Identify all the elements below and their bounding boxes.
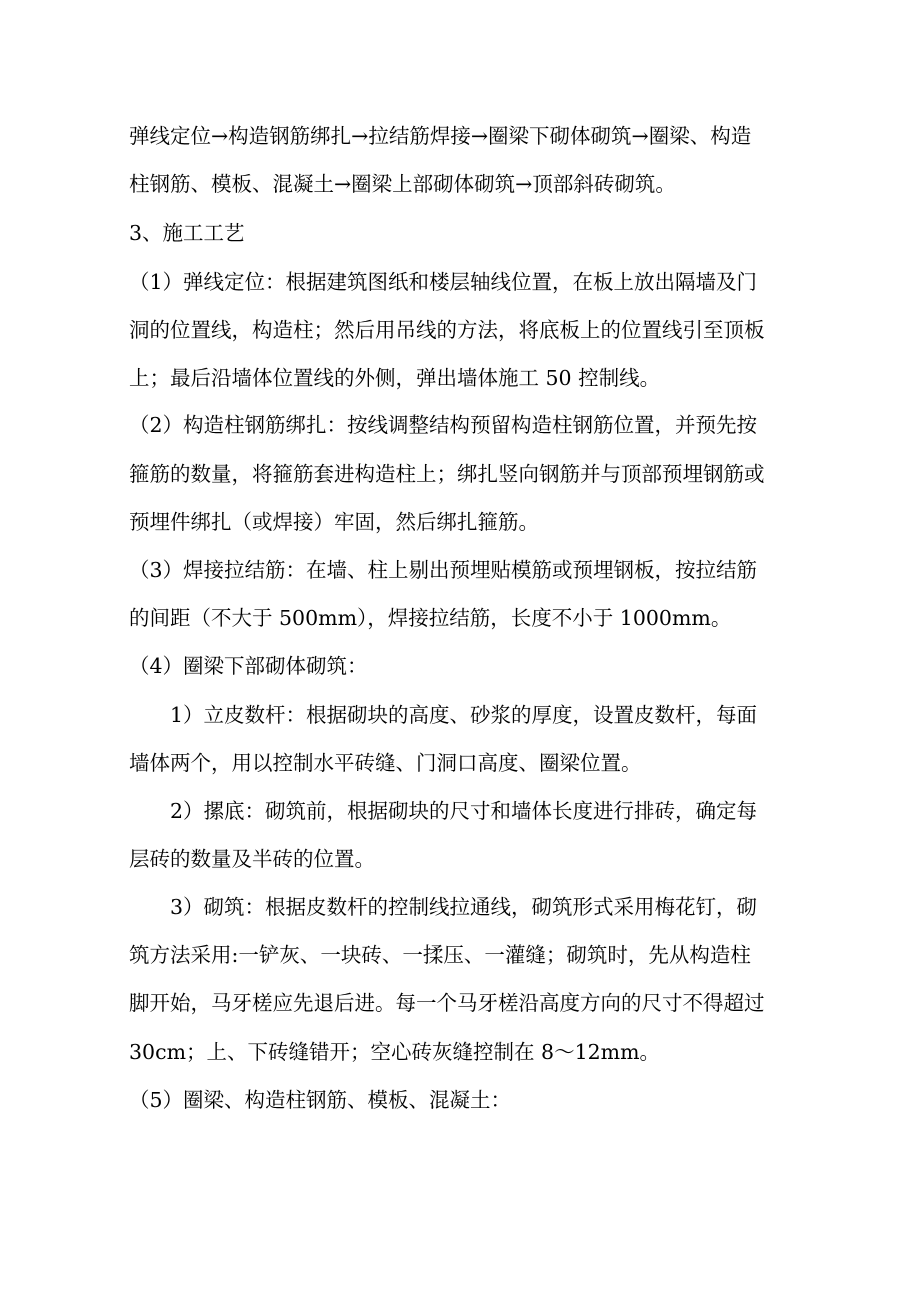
section-heading: 3、施工工艺: [129, 221, 245, 245]
text-line: （2）构造柱钢筋绑扎：按线调整结构预留构造柱钢筋位置，并预先按: [129, 413, 758, 437]
text-line: 的间距（不大于 500mm），焊接拉结筋，长度不小于 1000mm。: [129, 606, 732, 630]
text-line: 筑方法采用:一铲灰、一块砖、一揉压、一灌缝；砌筑时，先从构造柱: [129, 943, 751, 967]
text-line: （5）圈梁、构造柱钢筋、模板、混凝土：: [129, 1088, 512, 1112]
text-line: 预埋件绑扎（或焊接）牢固，然后绑扎箍筋。: [129, 510, 539, 534]
text-line: 洞的位置线，构造柱；然后用吊线的方法，将底板上的位置线引至顶板: [129, 318, 765, 342]
text-line: 层砖的数量及半砖的位置。: [129, 847, 375, 871]
text-line: 3）砌筑：根据皮数杆的控制线拉通线，砌筑形式采用梅花钉，砌: [170, 895, 758, 919]
text-line: 墙体两个，用以控制水平砖缝、门洞口高度、圈梁位置。: [129, 751, 642, 775]
text-line: 箍筋的数量，将箍筋套进构造柱上；绑扎竖向钢筋并与顶部预埋钢筋或: [129, 462, 765, 486]
text-line: 柱钢筋、模板、混凝土→圈梁上部砌体砌筑→顶部斜砖砌筑。: [129, 172, 676, 196]
text-line: （3）焊接拉结筋：在墙、柱上剔出预埋贴模筋或预埋钢板，按拉结筋: [129, 558, 758, 582]
text-line: 弹线定位→构造钢筋绑扎→拉结筋焊接→圈梁下砌体砌筑→圈梁、构造: [129, 124, 752, 148]
text-line: 脚开始，马牙槎应先退后进。每一个马牙槎沿高度方向的尺寸不得超过: [129, 991, 765, 1015]
text-line: 2）摞底：砌筑前，根据砌块的尺寸和墙体长度进行排砖，确定每: [170, 799, 758, 823]
text-line: 30cm；上、下砖缝错开；空心砖灰缝控制在 8～12mm。: [129, 1040, 661, 1064]
text-line: 上；最后沿墙体位置线的外侧，弹出墙体施工 50 控制线。: [129, 366, 661, 390]
text-line: （4）圈梁下部砌体砌筑：: [129, 654, 368, 678]
text-line: （1）弹线定位：根据建筑图纸和楼层轴线位置，在板上放出隔墙及门: [129, 270, 758, 294]
text-line: 1）立皮数杆：根据砌块的高度、砂浆的厚度，设置皮数杆，每面: [170, 703, 758, 727]
